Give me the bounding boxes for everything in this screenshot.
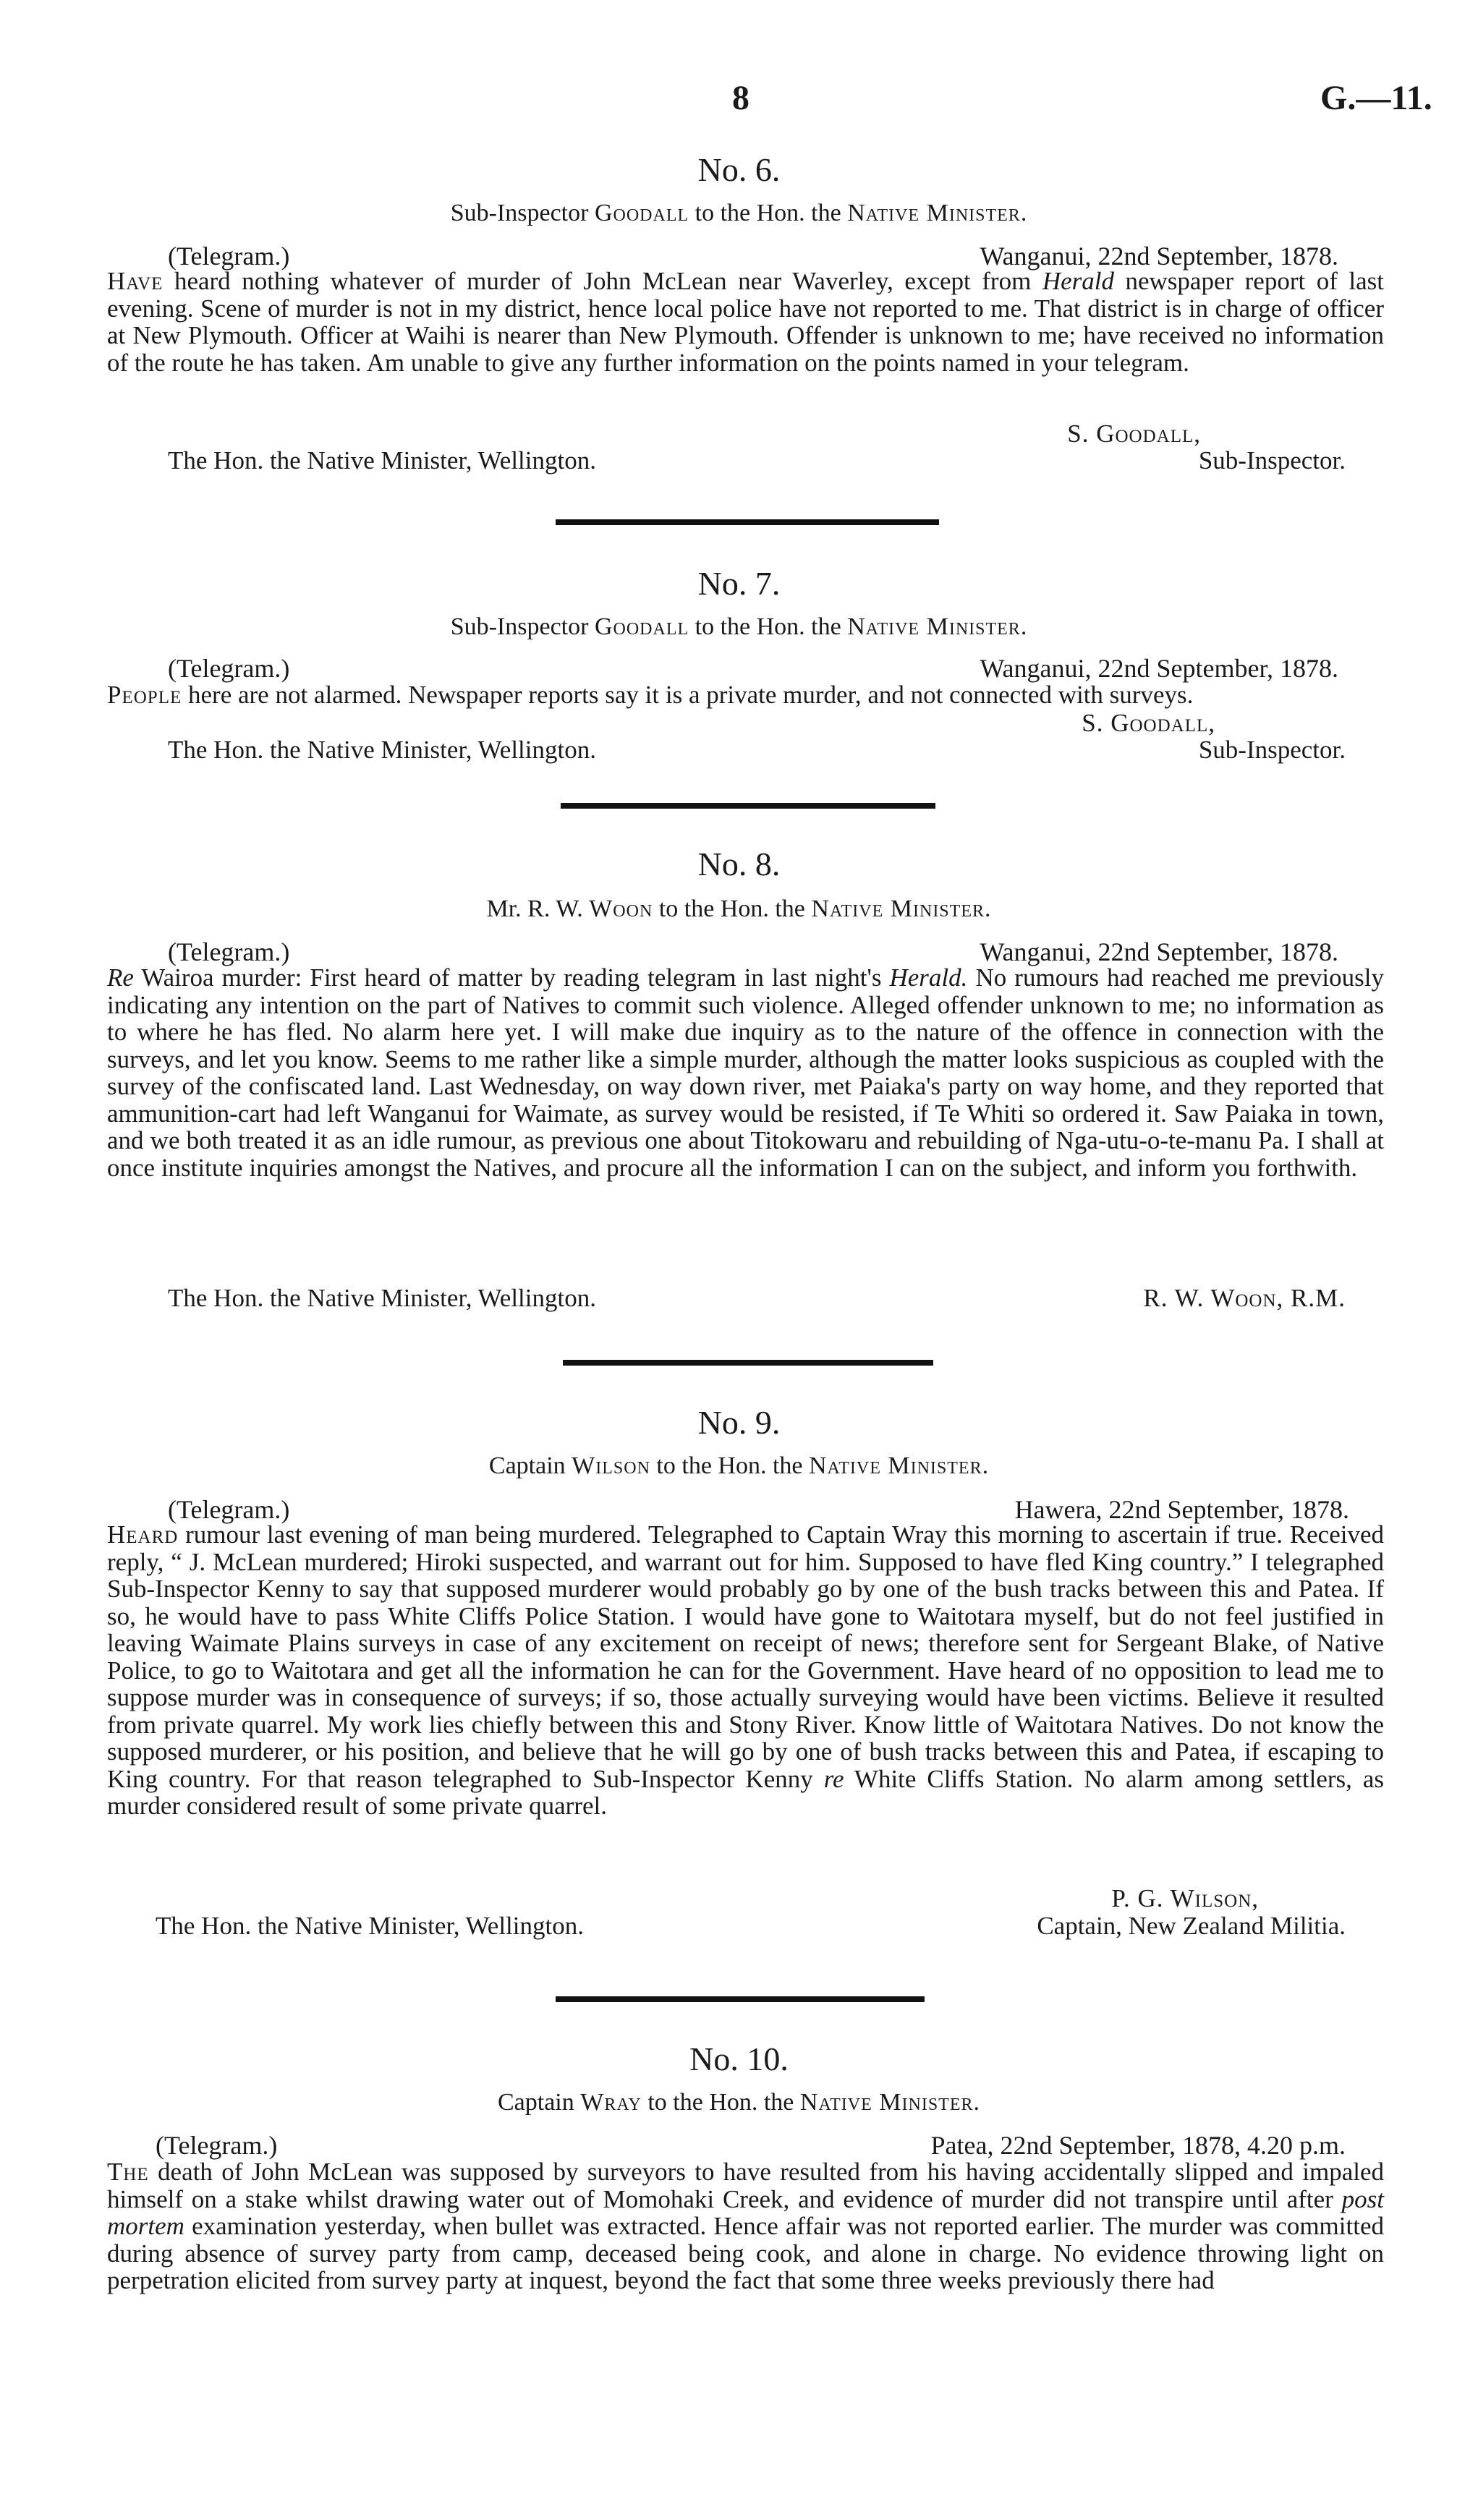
signature-name: S. Goodall,	[1082, 709, 1215, 737]
section-divider	[561, 803, 935, 809]
section-subtitle: Sub-Inspector Goodall to the Hon. the Native Minister.	[450, 613, 1028, 640]
signature-name: P. G. Wilson,	[1111, 1884, 1259, 1912]
section-subtitle: Mr. R. W. Woon to the Hon. the Native Minister.	[486, 895, 992, 922]
addressee: The Hon. the Native Minister, Wellington.	[168, 1284, 596, 1312]
dateline: Wanganui, 22nd September, 1878.	[980, 242, 1338, 271]
section-number: No. 8.	[697, 846, 781, 882]
dateline: Wanganui, 22nd September, 1878.	[980, 937, 1338, 966]
section-number: No. 10.	[689, 2040, 789, 2077]
section-subtitle: Captain Wilson to the Hon. the Native Minister.	[488, 1452, 990, 1479]
addressee: The Hon. the Native Minister, Wellington.	[168, 446, 596, 474]
section-number: No. 9.	[697, 1404, 781, 1441]
addressee: The Hon. the Native Minister, Wellington.	[156, 1912, 584, 1940]
section-subtitle: Captain Wray to the Hon. the Native Minister.	[498, 2089, 980, 2116]
section-divider	[563, 1360, 933, 1366]
section-divider	[556, 1996, 925, 2002]
addressee: The Hon. the Native Minister, Wellington.	[168, 736, 596, 764]
signature-name: R. W. Woon, R.M.	[1143, 1284, 1346, 1312]
message-body: Heard rumour last evening of man being murdered. Telegraphed to Captain Wray this morning to ascertain if true. Received reply, “ J. McLean murdered; Hiroki suspected, and warrant out for him. Supposed to have fled King country.” I telegraphed Sub-Inspector Kenny to say that supposed murderer would probably go by one of the bush tracks between this and Patea. If so, he would have to pass White Cliffs Police Station. I would have gone to Waitotara myself, but do not feel justified in leaving Waimate Plains surveys in case of any excitement on receipt of news; therefore sent for Sergeant Blake, of Native Police, to go to Waitotara and get all the information he can for the Government. Have heard of no opposition to lead me to suppose murder was in consequence of surveys; if so, those actually surveying would have been victims. Believe it resulted from private quarrel. My work lies chiefly between this and Stony River. Know little of Waitotara Natives. Do not know the supposed murderer, or his position, and believe that he will go by one of bush tracks between this and Patea, if escaping to King country. For that reason telegraphed to Sub-Inspector Kenny re White Cliffs Station. No alarm among settlers, as murder considered result of some private quarrel.	[107, 1520, 1385, 1820]
signature-title: Captain, New Zealand Militia.	[1037, 1912, 1346, 1940]
telegram-label: (Telegram.)	[168, 1495, 290, 1524]
telegram-label: (Telegram.)	[168, 937, 290, 966]
message-body: Re Wairoa murder: First heard of matter by reading telegram in last night's Herald. No rumours had reached me previously indicating any intention on the part of Natives to commit such violence. Alleged offender unknown to me; no information as to where he has fled. No alarm here yet. I will make due inquiry as to the nature of the offence in connection with the surveys, and let you know. Seems to me rather like a simple murder, although the matter looks suspicious as coupled with the survey of the confiscated land. Last Wednesday, on way down river, met Paiaka's party on way home, and they reported that ammunition-cart had left Wanganui for Waimate, as survey would be resisted, if Te Whiti so ordered it. Saw Paiaka in town, and we both treated it as an idle rumour, as previous one about Titokowaru and rebuilding of Nga-utu-o-te-manu Pa. I shall at once institute inquiries amongst the Natives, and procure all the information I can on the subject, and inform you forthwith.	[107, 963, 1384, 1182]
telegram-label: (Telegram.)	[168, 654, 290, 683]
signature-title: Sub-Inspector.	[1198, 736, 1346, 764]
dateline: Wanganui, 22nd September, 1878.	[980, 654, 1338, 683]
signature-title: Sub-Inspector.	[1198, 446, 1346, 474]
message-body: The death of John McLean was supposed by surveyors to have resulted from his having accidentally slipped and impaled himself on a stake whilst drawing water out of Momohaki Creek, and evidence of murder did not transpire until after post mortem examination yesterday, when bullet was extracted. Hence affair was not reported earlier. The murder was committed during absence of survey party from camp, deceased being cook, and alone in charge. No evidence throwing light on perpetration elicited from survey party at inquest, beyond the fact that some three weeks previously there had	[107, 2158, 1384, 2294]
message-body: People here are not alarmed. Newspaper reports say it is a private murder, and not connected with surveys.	[107, 681, 1194, 709]
page-number: 8	[732, 79, 749, 117]
telegram-label: (Telegram.)	[156, 2131, 278, 2160]
dateline: Hawera, 22nd September, 1878.	[1014, 1495, 1349, 1524]
section-number: No. 7.	[697, 565, 781, 602]
document-reference: G.—11.	[1320, 79, 1432, 117]
section-subtitle: Sub-Inspector Goodall to the Hon. the Native Minister.	[450, 200, 1028, 226]
dateline: Patea, 22nd September, 1878, 4.20 p.m.	[930, 2131, 1346, 2160]
section-divider	[556, 519, 939, 525]
telegram-label: (Telegram.)	[168, 242, 290, 271]
signature-name: S. Goodall,	[1067, 420, 1201, 448]
message-body: Have heard nothing whatever of murder of John McLean near Waverley, except from Herald newspaper report of last evening. Scene of murder is not in my district, hence local police have not reported to me. That district is in charge of officer at New Plymouth. Officer at Waihi is nearer than New Plymouth. Offender is unknown to me; have received no information of the route he has taken. Am unable to give any further information on the points named in your telegram.	[107, 267, 1385, 377]
section-number: No. 6.	[697, 151, 781, 188]
